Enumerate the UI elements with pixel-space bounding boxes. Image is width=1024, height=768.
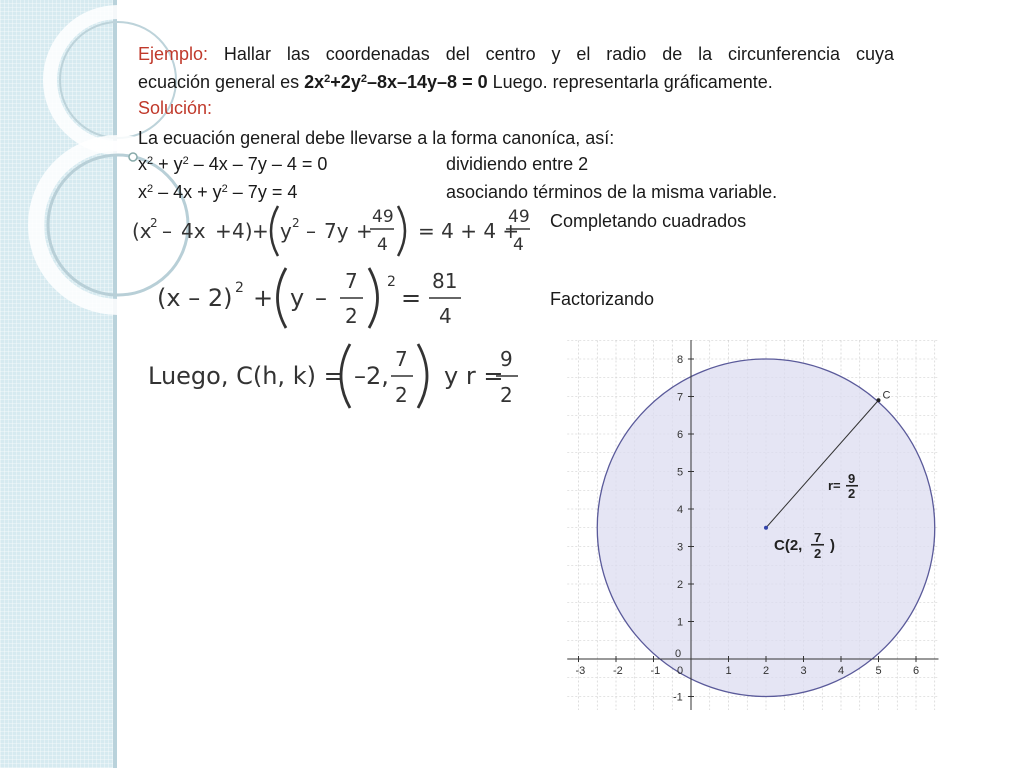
svg-text:= 4 + 4 +: = 4 + 4 +	[418, 219, 520, 243]
factored-equation	[155, 262, 475, 332]
svg-text:2: 2	[848, 485, 856, 501]
svg-text:9: 9	[848, 470, 856, 486]
svg-text:=: =	[401, 284, 422, 312]
y-tick-label: 5	[677, 466, 684, 479]
solution-label: Solución:	[138, 98, 213, 118]
x-tick-label: 1	[725, 665, 732, 677]
x-tick-label: 2	[763, 665, 770, 677]
step4-note: Factorizando	[550, 289, 655, 309]
svg-text:(x: (x	[132, 219, 152, 243]
circle-graph	[566, 340, 940, 710]
svg-text:): )	[830, 536, 835, 554]
y-tick-label: 7	[677, 391, 684, 404]
example-label: Ejemplo:	[138, 44, 209, 64]
svg-text:+: +	[356, 219, 373, 243]
circle-point	[877, 398, 881, 402]
svg-text:2: 2	[814, 545, 822, 561]
y-tick-label: 4	[677, 504, 684, 516]
svg-text:Luego, C(h, k) =: Luego, C(h, k) =	[148, 362, 344, 390]
x-tick-label: 6	[913, 665, 920, 677]
svg-text:r=: r=	[828, 477, 841, 493]
svg-text:7: 7	[814, 529, 822, 545]
x-tick-label: 5	[875, 665, 882, 677]
svg-text:49: 49	[372, 207, 394, 227]
svg-text:9: 9	[500, 347, 513, 371]
completing-squares-equation	[128, 200, 538, 260]
step2-note: asociando términos de la misma variable.	[446, 182, 778, 202]
step1-note: dividiendo entre 2	[446, 154, 589, 174]
intro-line-2-suffix: Luego. representarla gráficamente.	[492, 72, 773, 92]
point-label: C	[882, 389, 891, 402]
general-equation: $2x^2+2y^2-8x-14y-8 = 0$	[304, 72, 488, 92]
step1-expression: $x^2 + y^2 - 4x - 7y - 4 = 0$	[138, 154, 328, 174]
y-tick-label: 8	[677, 354, 684, 366]
svg-text:y: y	[290, 284, 305, 312]
intro-line-2-prefix: ecuación general es	[138, 72, 300, 92]
step3-note: Completando cuadrados	[550, 211, 747, 231]
intro-text: Hallar las coordenadas del centro y el radio de la circunferencia cuya	[223, 44, 894, 64]
x-tick-label: 4	[838, 665, 845, 677]
svg-text:–: –	[162, 219, 172, 243]
y-tick-label: 6	[677, 429, 684, 441]
x-tick-label: -1	[650, 665, 661, 677]
svg-text:+: +	[253, 284, 274, 312]
x-tick-label: 0	[677, 665, 684, 677]
svg-text:–: –	[315, 284, 327, 312]
svg-text:2: 2	[500, 383, 513, 407]
intro-line-2	[138, 71, 773, 93]
solution-line: La ecuación general debe llevarse a la forma canoníca, así:	[138, 128, 615, 148]
svg-text:2: 2	[345, 304, 358, 328]
svg-text:4: 4	[513, 235, 524, 255]
svg-text:2: 2	[150, 216, 158, 230]
y-tick-label: 0	[675, 648, 682, 660]
y-tick-label: 3	[677, 541, 684, 554]
center-point	[764, 526, 768, 530]
svg-text:C(2,: C(2,	[774, 536, 803, 554]
svg-text:y: y	[280, 219, 292, 243]
svg-text:7: 7	[345, 269, 358, 293]
svg-text:–: –	[306, 219, 316, 243]
x-tick-label: -2	[613, 665, 623, 677]
svg-text:–2,: –2,	[354, 362, 389, 390]
svg-text:2: 2	[387, 274, 396, 290]
svg-text:7y: 7y	[324, 219, 349, 243]
svg-text:4): 4)	[232, 219, 253, 243]
svg-text:4x: 4x	[181, 219, 206, 243]
svg-text:2: 2	[292, 216, 300, 230]
svg-text:(x – 2): (x – 2)	[157, 284, 233, 312]
svg-text:7: 7	[395, 347, 408, 371]
svg-text:49: 49	[508, 207, 530, 227]
intro-line-1	[138, 43, 894, 65]
x-tick-label: -3	[575, 665, 586, 677]
x-tick-label: 3	[800, 665, 807, 677]
svg-text:+: +	[215, 219, 232, 243]
step2-expression: $x^2 - 4x + y^2 - 7y = 4$	[138, 182, 298, 202]
svg-text:2: 2	[235, 280, 244, 296]
y-tick-label: -1	[673, 691, 683, 704]
svg-text:y r =: y r =	[444, 362, 504, 390]
result-equation	[148, 338, 528, 414]
y-tick-label: 2	[677, 579, 684, 591]
svg-text:81: 81	[432, 269, 458, 293]
svg-text:2: 2	[395, 383, 408, 407]
svg-text:+: +	[252, 219, 269, 243]
svg-text:4: 4	[377, 235, 388, 255]
svg-text:4: 4	[439, 304, 452, 328]
y-tick-label: 1	[677, 616, 684, 629]
